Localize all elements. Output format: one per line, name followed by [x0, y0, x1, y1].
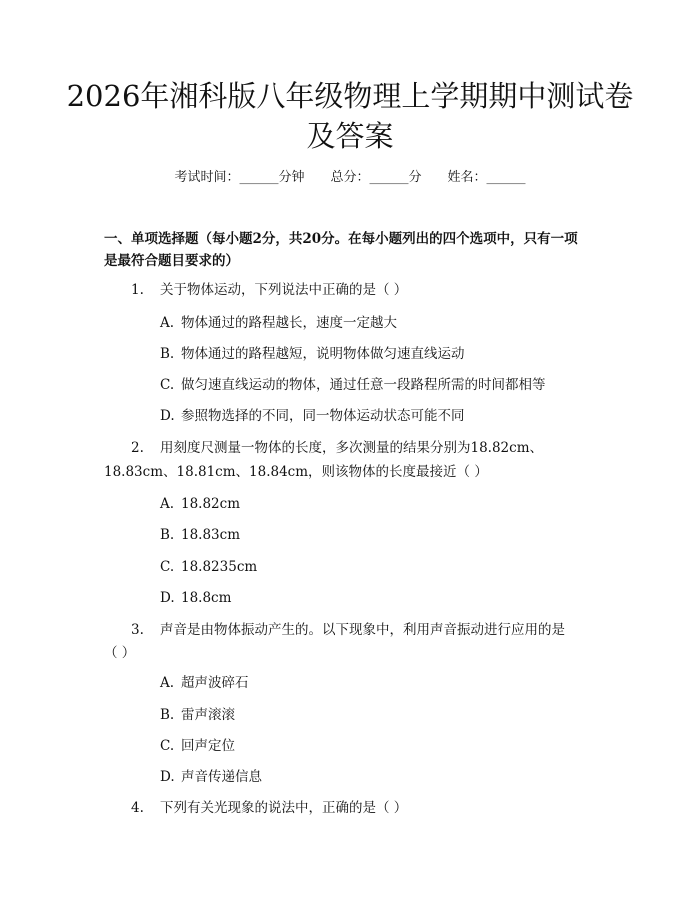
question-2-continued	[104, 461, 488, 484]
option-text: 18.8235cm	[181, 559, 258, 575]
option-letter: C.	[160, 377, 175, 393]
question-3-option-b	[160, 705, 235, 725]
question-text: 关于物体运动，下列说法中正确的是（ ）	[160, 282, 408, 298]
option-letter: D.	[160, 408, 175, 424]
exam-time: 考试时间：______分钟	[174, 170, 305, 185]
question-2-option-c	[160, 557, 257, 577]
option-text: 参照物选择的不同，同一物体运动状态可能不同	[181, 408, 465, 424]
exam-name: 姓名：______	[447, 170, 526, 185]
question-text-line1: 用刻度尺测量一物体的长度，多次测量的结果分别为18.82cm、	[160, 440, 544, 456]
option-letter: A.	[160, 675, 175, 691]
question-text-line2: 18.83cm、18.81cm、18.84cm，则该物体的长度最接近（ ）	[104, 464, 488, 480]
option-letter: C.	[160, 559, 175, 575]
question-1-option-b	[160, 344, 465, 364]
question-3-option-d	[160, 767, 262, 787]
question-text: 下列有关光现象的说法中，正确的是（ ）	[160, 800, 408, 816]
option-letter: D.	[160, 590, 175, 606]
option-text: 物体通过的路程越短，说明物体做匀速直线运动	[181, 346, 465, 362]
question-2-option-d	[160, 588, 231, 608]
option-text: 超声波碎石	[181, 675, 249, 691]
question-1-option-c	[160, 375, 546, 395]
exam-score: 总分：______分	[330, 170, 422, 185]
exam-title-line1: 2026年湘科版八年级物理上学期期中测试卷	[66, 79, 634, 113]
option-text: 雷声滚滚	[181, 707, 235, 723]
question-number: 3.	[131, 622, 144, 638]
section-heading-line1: 一、单项选择题（每小题2分，共20分。在每小题列出的四个选项中，只有一项	[104, 231, 578, 247]
question-3-option-a	[160, 673, 249, 693]
option-letter: D.	[160, 769, 175, 785]
option-text: 18.83cm	[181, 527, 241, 543]
question-number: 2.	[131, 440, 144, 456]
option-text: 物体通过的路程越长，速度一定越大	[181, 315, 397, 331]
exam-meta	[0, 168, 700, 188]
question-number: 1.	[131, 282, 144, 298]
question-2-option-a	[160, 494, 240, 514]
option-text: 声音传递信息	[181, 769, 262, 785]
question-2-option-b	[160, 525, 240, 545]
option-text: 回声定位	[181, 738, 235, 754]
question-1-option-d	[160, 406, 465, 426]
question-text-line2: （ ）	[104, 645, 136, 661]
question-1	[131, 279, 407, 302]
question-3-option-c	[160, 736, 235, 756]
question-4	[131, 797, 407, 820]
option-letter: B.	[160, 707, 175, 723]
option-text: 18.82cm	[181, 496, 241, 512]
option-letter: A.	[160, 496, 175, 512]
question-number: 4.	[131, 800, 144, 816]
question-text-line1: 声音是由物体振动产生的。以下现象中，利用声音振动进行应用的是	[160, 622, 565, 638]
option-text: 做匀速直线运动的物体，通过任意一段路程所需的时间都相等	[181, 377, 546, 393]
exam-title-line2: 及答案	[306, 119, 394, 153]
section-heading	[104, 228, 604, 272]
question-1-option-a	[160, 313, 397, 333]
option-letter: C.	[160, 738, 175, 754]
option-letter: B.	[160, 527, 175, 543]
option-letter: A.	[160, 315, 175, 331]
question-3-continued	[104, 642, 135, 665]
option-letter: B.	[160, 346, 175, 362]
section-heading-line2: 是最符合题目要求的）	[104, 253, 239, 269]
question-2	[131, 437, 543, 460]
exam-title	[60, 76, 640, 156]
option-text: 18.8cm	[181, 590, 232, 606]
question-3	[131, 619, 565, 642]
